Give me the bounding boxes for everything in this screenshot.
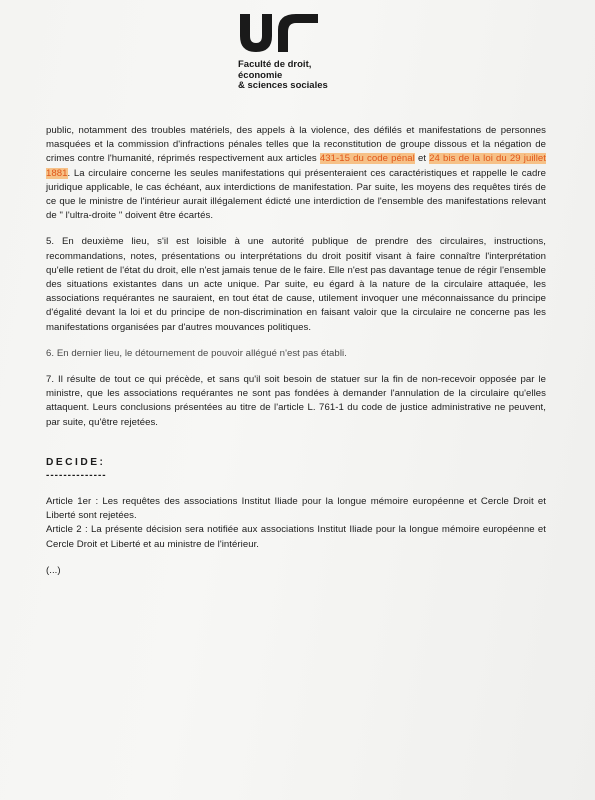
ut-logo-mark-icon <box>238 8 320 56</box>
para4-text-3: . La circulaire concerne les seules manifestations qui présenteraient ces caractéristiques et rappelle le cadre juridique applicable, le cas échéant, aux interdictions de manifestation. Par suite, les moyens des requêtes tirés de ce que le ministre de l'intérieur aurait illégalement édicté une interdiction de l'ensemble des manifestations relevant de " l'ultra-droite " doivent être écartés. <box>46 167 546 222</box>
document-body <box>46 124 546 578</box>
paragraph-4-continuation <box>46 124 546 223</box>
para4-text-2: et <box>414 153 430 165</box>
para4-text-1: public, notamment des troubles matériels, des appels à la violence, des défilés et manifestations de personnes masquées et la commission d'infractions pénales telles que la reconstitution de groupe dissous et la négation de crimes contre l'humanité, réprimés respectivement aux articles <box>46 125 546 165</box>
logo-line-2: économie <box>238 69 283 81</box>
highlight-loi-1881: 24 bis de la loi du 29 juillet 1881 <box>46 153 546 179</box>
highlight-code-penal: 431-15 du code pénal <box>319 153 415 165</box>
article-2: Article 2 : La présente décision sera notifiée aux associations Institut Iliade pour la longue mémoire européenne et Cercle Droit et Liberté et au ministre de l'intérieur. <box>46 524 546 550</box>
university-logo <box>238 8 328 92</box>
ellipsis: (...) <box>46 564 61 576</box>
decide-heading: DECIDE: <box>46 456 106 468</box>
article-1: Article 1er : Les requêtes des associations Institut Iliade pour la longue mémoire européenne et Cercle Droit et Liberté sont rejetées. <box>46 496 546 522</box>
paragraph-7: 7. Il résulte de tout ce qui précède, et sans qu'il soit besoin de statuer sur la fin de non-recevoir opposée par le ministre, que les associations requérantes ne sont pas fondées à demander l'annulation de la circulaire qu'elles attaquent. Leurs conclusions présentées au titre de l'article L. 761-1 du code de justice administrative ne peuvent, par suite, qu'être rejetées. <box>46 374 546 428</box>
logo-line-1: Faculté de droit, <box>238 59 312 70</box>
paragraph-5: 5. En deuxième lieu, s'il est loisible à une autorité publique de prendre des circulaires, instructions, recommandations, notes, présentations ou interprétations du droit positif visant à faire connaître l'interprétation qu'elle retient de l'état du droit, elle n'est jamais tenue de le faire. Elle n'est pas davantage tenue de régir l'ensemble des situations existantes dans un acte unique. Par suite, eu égard à la nature de la circulaire attaquée, les associations requérantes ne sauraient, en tout état de cause, utilement invoquer une méconnaissance du principe d'égalité devant la loi et du principe de non-discrimination en faisant valoir que la circulaire ne concerne pas les manifestations organisées par d'autres mouvances politiques. <box>46 236 546 333</box>
logo-line-3: & sciences sociales <box>238 80 328 91</box>
decide-underline: -------------- <box>46 470 107 482</box>
paragraph-6: 6. En dernier lieu, le détournement de pouvoir allégué n'est pas établi. <box>46 347 347 359</box>
